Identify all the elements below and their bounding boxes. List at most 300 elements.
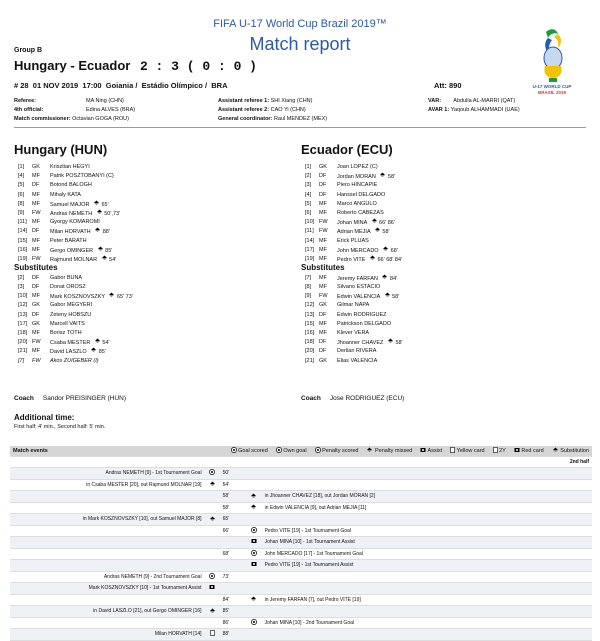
legend-item: Own goal <box>274 448 307 454</box>
player-number: [9] <box>18 210 25 216</box>
player-number: [10] <box>305 219 315 226</box>
player-number: [14] <box>305 237 315 244</box>
player-name: Zeteny HOBSZU <box>50 311 92 318</box>
player-name: Jeremy FARFAN 84' <box>337 275 398 282</box>
player-position: DF <box>319 173 327 180</box>
player-position: MF <box>32 173 40 180</box>
event-home-text: Mark KOSZNOVSZKY [10] - 1st Tournament Assist <box>10 583 205 595</box>
player-position: MF <box>32 237 40 244</box>
additional-time-text: First half: 4' min., Second half: 5' min. <box>14 424 106 430</box>
player-position: MF <box>32 191 40 198</box>
home-coach: Coach Sandor PREISINGER (HUN) <box>14 395 126 402</box>
event-away-text <box>262 629 592 641</box>
player-position: DF <box>32 274 40 281</box>
player-number: [13] <box>18 311 28 318</box>
event-icon <box>90 347 97 356</box>
event-minute: 66' 86' <box>379 220 395 227</box>
player-number: [17] <box>305 246 315 253</box>
player-position: FW <box>32 210 41 216</box>
legend-item: Substitution <box>550 448 589 454</box>
player-position: DF <box>319 311 327 318</box>
event-away-icon <box>246 479 262 491</box>
player-position: MF <box>319 246 327 253</box>
svg-text:BRASIL 2019: BRASIL 2019 <box>538 90 566 95</box>
event-icon <box>369 255 376 264</box>
player-position: MF <box>32 219 40 226</box>
event-away-text: Pedro VITE [19] - 1st Tournament Goal <box>262 525 592 537</box>
event-home-icon <box>205 491 220 503</box>
player-position: GK <box>32 302 40 309</box>
event-minute: 84' <box>390 275 398 282</box>
event-home-icon <box>205 583 220 595</box>
event-away-text: Johan MINA [10] - 1st Tournament Assist <box>262 537 592 549</box>
event-row <box>10 514 592 526</box>
event-minute: 68' <box>390 247 398 254</box>
event-minute: 58' <box>392 294 400 301</box>
additional-time-title: Additional time: <box>14 413 75 422</box>
event-away-icon <box>246 617 262 629</box>
event-minute: 54' <box>220 479 246 491</box>
event-icon <box>97 246 104 255</box>
player-number: [14] <box>18 228 28 235</box>
legend-icon <box>276 447 282 455</box>
player-name: Joan LOPEZ (C) <box>337 164 378 170</box>
player-name: Piero HINCAPIE <box>337 182 378 189</box>
event-home-text <box>10 617 205 629</box>
document-title: Match report <box>249 34 351 54</box>
player-position: DF <box>319 339 327 346</box>
player-name: Krisztian HEGYI <box>50 164 90 170</box>
event-minute: 58' <box>387 174 396 181</box>
player-name: Peter BARATH <box>50 237 87 244</box>
event-away-text: Johan MINA [10] - 2nd Tournament Goal <box>262 617 592 629</box>
legend-item: Penalty missed <box>364 448 412 454</box>
player-number: [8] <box>18 200 25 207</box>
player-position: MF <box>32 246 40 253</box>
event-away-icon <box>246 502 262 514</box>
event-home-text <box>10 491 205 503</box>
event-row <box>10 491 592 503</box>
player-position: DF <box>32 228 40 235</box>
event-home-text <box>10 560 205 572</box>
player-number: [20] <box>305 348 315 355</box>
event-away-icon <box>246 560 262 572</box>
event-away-text: in Jeremy FARFAN [7], out Pedro VITE [19] <box>262 594 592 606</box>
event-minute: 65' <box>101 201 109 208</box>
event-minute: 88' <box>102 229 110 236</box>
event-minute <box>220 560 246 572</box>
player-name: John MERCADO 68' <box>337 247 398 254</box>
player-position: MF <box>32 200 40 207</box>
player-number: [21] <box>18 348 28 355</box>
away-coach: Coach Jose RODRIGUEZ (ECU) <box>301 395 405 402</box>
event-icon <box>108 292 115 301</box>
player-number: [15] <box>305 320 315 327</box>
match-city: Goiania <box>105 81 134 90</box>
player-number: [19] <box>18 256 28 262</box>
player-name: Jordan MORAN 58' <box>337 174 396 181</box>
player-position: MF <box>32 293 40 300</box>
home-team-name: Hungary <box>14 58 67 73</box>
player-name: Elias VALENCIA <box>337 357 378 364</box>
event-minute: 88' <box>220 629 246 641</box>
player-position: GK <box>319 357 327 364</box>
player-name: Edwin RODRIGUEZ <box>337 311 387 318</box>
legend-icon <box>552 447 559 454</box>
player-position: GK <box>319 164 327 170</box>
event-row <box>10 583 592 595</box>
player-name: Milan HORVATH 88' <box>50 229 110 236</box>
player-number: [15] <box>18 237 28 244</box>
player-name: Gergo OMINGER 85' <box>50 247 113 254</box>
player-number: [19] <box>305 256 315 262</box>
event-icon <box>379 172 386 181</box>
group-label: Group B <box>14 47 42 54</box>
player-name: Mihaly KATA <box>50 191 81 198</box>
event-away-text <box>262 606 592 618</box>
event-home-text <box>10 537 205 549</box>
event-minute: 65' <box>220 514 246 526</box>
player-name: Roberto CABEZAS <box>337 210 384 216</box>
player-number: [8] <box>305 283 312 290</box>
match-line: Hungary - Ecuador 2 : 3 ( 0 : 0 ) <box>14 58 257 74</box>
event-home-icon <box>205 502 220 514</box>
player-name: Erick PLUAS <box>337 237 369 244</box>
event-icon <box>381 274 388 283</box>
event-row <box>10 571 592 583</box>
legend-item: Red card <box>512 448 544 454</box>
player-name: Adrian MEJIA 58' <box>337 229 390 236</box>
event-away-text <box>262 583 592 595</box>
player-number: [17] <box>18 320 28 327</box>
player-name: Andras NEMETH 50',73' <box>50 210 121 217</box>
player-name: David LASZLO 85' <box>50 349 106 356</box>
player-name: Derlian RIVERA <box>337 348 377 355</box>
event-title: FIFA U-17 World Cup Brazil 2019™ <box>213 18 387 30</box>
player-number: [5] <box>305 200 312 207</box>
event-row <box>10 468 592 480</box>
player-name: Borisz TOTH <box>50 329 82 336</box>
player-number: [18] <box>305 339 315 346</box>
player-name: Samuel MAJOR 65' <box>50 201 109 208</box>
match-events-table <box>10 446 592 641</box>
player-position: MF <box>32 329 40 336</box>
event-away-icon <box>246 537 262 549</box>
event-row <box>10 606 592 618</box>
player-position: MF <box>319 320 327 327</box>
event-icon <box>93 200 100 209</box>
player-number: [12] <box>305 302 315 309</box>
event-icon <box>384 292 391 301</box>
officials-mid: Assistant referee 1: SHI Xiang (CHN) Assistant referee 2: CAO Yi (CHN) General coordinator: Raul MENDEZ (MEX) <box>218 98 328 122</box>
legend-icon <box>315 447 321 455</box>
event-home-icon <box>205 479 220 491</box>
player-number: [12] <box>18 302 28 309</box>
event-row <box>10 502 592 514</box>
player-number: [5] <box>18 182 25 189</box>
match-number: # 28 <box>14 81 29 90</box>
player-number: [18] <box>18 329 28 336</box>
legend-item: Goal scored <box>229 448 268 454</box>
player-number: [6] <box>305 210 312 216</box>
player-name: Akos ZUIGEBER (I) <box>50 357 99 364</box>
player-number: [1] <box>18 164 25 170</box>
second-half-label: 2nd half <box>262 456 592 468</box>
officials-left: Referee: 4th official: Match commissioner: Octavian GOGA (ROU) <box>14 98 129 122</box>
event-away-icon <box>246 571 262 583</box>
event-away-icon <box>246 583 262 595</box>
player-position: DF <box>319 348 327 355</box>
event-away-text: Pedro VITE [19] - 1st Tournament Assist <box>262 560 592 572</box>
event-minute: 54' <box>102 340 110 347</box>
player-position: DF <box>319 182 327 189</box>
events-legend <box>220 446 592 456</box>
player-position: GK <box>32 164 40 170</box>
referee: MA Ning (CHN) <box>86 98 124 104</box>
event-icon <box>94 338 101 347</box>
event-away-icon <box>246 629 262 641</box>
away-lineup <box>301 163 575 403</box>
event-home-icon <box>205 629 220 641</box>
event-row <box>10 525 592 537</box>
player-name: Johan MINA 66' 86' <box>337 220 395 227</box>
player-name: Marco ANGULO <box>337 200 377 207</box>
player-name: Gyorgy KOMAROMI <box>50 219 100 226</box>
event-home-icon <box>205 606 220 618</box>
player-position: GK <box>319 302 327 309</box>
player-position: MF <box>319 237 327 244</box>
player-position: DF <box>32 283 40 290</box>
event-home-icon <box>205 548 220 560</box>
player-name: Hanssel DELGADO <box>337 191 386 198</box>
player-number: [7] <box>18 357 25 364</box>
event-home-icon <box>205 514 220 526</box>
player-position: MF <box>319 329 327 336</box>
officials-right: VAR: Abdulla AL-MARRI (QAT) AVAR 1: Yaqoub ALHAMMADI (UAE) <box>428 98 520 113</box>
home-substitutes-heading: Substitutes <box>14 263 58 273</box>
event-home-icon <box>205 617 220 629</box>
event-away-text: in Edwin VALENCIA [9], out Adrian MEJIA [11] <box>262 502 592 514</box>
legend-icon <box>493 447 498 455</box>
event-away-icon <box>246 468 262 480</box>
player-number: [6] <box>18 191 25 198</box>
event-minute: 73' <box>220 571 246 583</box>
event-home-text: Andras NEMETH [9] - 1st Tournament Goal <box>10 468 205 480</box>
match-events-title: Match events <box>10 446 220 456</box>
player-number: [4] <box>18 173 25 180</box>
player-position: FW <box>319 228 328 235</box>
event-minute: 50',73' <box>104 210 121 217</box>
player-position: DF <box>32 182 40 189</box>
player-position: FW <box>32 339 41 346</box>
player-number: [9] <box>305 293 312 300</box>
event-home-text: in Csaba MESTER [20], out Rajmund MOLNAR [19] <box>10 479 205 491</box>
match-info: # 28 01 NOV 2019 17:00 Goiania / Estádio Olímpico / BRA <box>14 81 228 90</box>
event-icon <box>371 218 378 227</box>
home-lineup <box>14 163 288 403</box>
event-row <box>10 479 592 491</box>
away-team-title: Ecuador (ECU) <box>301 142 393 157</box>
event-minute <box>220 583 246 595</box>
player-number: [11] <box>18 219 27 226</box>
event-minute: 66' <box>220 525 246 537</box>
player-number: [16] <box>305 329 315 336</box>
event-icon <box>374 227 381 236</box>
player-name: Gabor BUNA <box>50 274 83 281</box>
player-number: [4] <box>305 191 312 198</box>
event-home-icon <box>205 537 220 549</box>
score: 2 : 3 ( 0 : 0 ) <box>139 59 257 74</box>
event-away-icon <box>246 548 262 560</box>
player-name: Marcell VAITS <box>50 320 85 327</box>
player-number: [3] <box>305 182 312 189</box>
event-row <box>10 537 592 549</box>
player-number: [20] <box>18 339 28 346</box>
player-name: Gilmar NAPA <box>337 302 370 309</box>
player-number: [10] <box>18 293 28 300</box>
player-number: [1] <box>305 164 312 170</box>
player-name: Donat OROSZ <box>50 283 86 290</box>
event-away-text <box>262 479 592 491</box>
player-number: [3] <box>18 283 25 290</box>
event-away-icon <box>246 525 262 537</box>
event-home-icon <box>205 560 220 572</box>
player-name: Silvano ESTACIO <box>337 283 381 290</box>
event-row <box>10 629 592 641</box>
event-home-text <box>10 548 205 560</box>
match-date: 01 NOV 2019 <box>32 81 79 90</box>
event-row <box>10 548 592 560</box>
player-position: DF <box>319 191 327 198</box>
player-name: Mark KOSZNOVSZKY 65' 73' <box>50 294 133 301</box>
player-position: FW <box>319 219 328 226</box>
player-position: MF <box>319 283 327 290</box>
event-home-text <box>10 525 205 537</box>
match-stadium: Estádio Olímpico <box>141 81 203 90</box>
fourth-official: Edina ALVES (BRA) <box>86 107 136 113</box>
player-position: DF <box>32 311 40 318</box>
event-away-text: in Jhoanner CHAVEZ [18], out Jordan MORAN [2] <box>262 491 592 503</box>
player-position: MF <box>32 348 40 355</box>
player-name: Rajmund MOLNAR 54' <box>50 256 117 263</box>
player-number: [13] <box>305 311 315 318</box>
event-icon <box>382 246 389 255</box>
player-number: [2] <box>305 173 312 180</box>
player-position: GK <box>32 320 40 327</box>
match-country: BRA <box>211 81 228 90</box>
event-minute <box>220 537 246 549</box>
player-name: Pedro VITE 66' 68' 84' <box>337 256 403 263</box>
player-position: MF <box>319 274 327 281</box>
event-minute: 85' <box>105 247 113 254</box>
event-minute: 58' <box>220 502 246 514</box>
event-row <box>10 560 592 572</box>
event-away-icon <box>246 491 262 503</box>
player-name: Klever VERA <box>337 329 370 336</box>
event-home-icon <box>205 571 220 583</box>
player-number: [7] <box>305 274 312 281</box>
event-minute: 54' <box>109 256 117 263</box>
event-icon <box>94 227 101 236</box>
event-home-text: Andras NEMETH [9] - 2nd Tournament Goal <box>10 571 205 583</box>
player-number: [11] <box>305 228 314 235</box>
away-substitutes-heading: Substitutes <box>301 263 345 273</box>
event-home-icon <box>205 594 220 606</box>
event-away-text <box>262 571 592 583</box>
player-name: Jhoanner CHAVEZ 58' <box>337 340 403 347</box>
legend-icon <box>366 447 373 454</box>
event-minute: 86' <box>220 617 246 629</box>
event-minute: 50' <box>220 468 246 480</box>
event-away-icon <box>246 594 262 606</box>
away-team-name: Ecuador <box>78 58 131 73</box>
player-name: Botond BALOGH <box>50 182 92 189</box>
home-team-title: Hungary (HUN) <box>14 142 108 157</box>
event-minute: 65' 73' <box>116 294 133 301</box>
event-minute: 84' <box>220 594 246 606</box>
player-position: FW <box>32 357 41 364</box>
player-position: FW <box>319 293 328 300</box>
legend-icon <box>420 447 426 455</box>
event-minute: 58' <box>220 491 246 503</box>
player-position: FW <box>32 256 41 262</box>
event-home-text <box>10 502 205 514</box>
player-name: Edwin VALENCIA 58' <box>337 294 400 301</box>
event-away-text <box>262 468 592 480</box>
legend-item: Yellow card <box>448 448 484 454</box>
player-name: Patrik POSZTOBANYI (C) <box>50 173 114 180</box>
tournament-logo <box>528 28 576 96</box>
player-name: Patrickson DELGADO <box>337 320 392 327</box>
svg-text:U-17 WORLD CUP: U-17 WORLD CUP <box>532 84 572 89</box>
event-away-text: John MERCADO [17] - 1st Tournament Goal <box>262 548 592 560</box>
event-row <box>10 617 592 629</box>
event-icon <box>387 338 394 347</box>
player-position: MF <box>319 200 327 207</box>
player-position: MF <box>319 210 327 216</box>
event-home-icon <box>205 525 220 537</box>
event-minute: 85' <box>220 606 246 618</box>
event-icon <box>96 209 103 218</box>
event-away-icon <box>246 514 262 526</box>
event-icon <box>101 255 108 264</box>
player-number: [2] <box>18 274 25 281</box>
player-number: [16] <box>18 246 28 253</box>
player-position: MF <box>319 256 327 262</box>
legend-icon <box>231 447 237 455</box>
event-away-text <box>262 514 592 526</box>
player-number: [21] <box>305 357 315 364</box>
event-home-text: in Mark KOSZNOVSZKY [10], out Samuel MAJOR [8] <box>10 514 205 526</box>
attendance: Att: 890 <box>434 81 462 90</box>
player-name: Csaba MESTER 54' <box>50 340 110 347</box>
event-minute: 58' <box>382 229 390 236</box>
legend-item: Assist <box>418 448 442 454</box>
match-time: 17:00 <box>82 81 102 90</box>
event-minute: 66' 68' 84' <box>377 256 403 263</box>
event-row <box>10 594 592 606</box>
event-minute: 85' <box>98 349 106 356</box>
legend-icon <box>514 447 520 455</box>
legend-item: 2Y <box>491 448 506 454</box>
event-minute: 58' <box>395 340 403 347</box>
event-home-text: Milan HORVATH [14] <box>10 629 205 641</box>
legend-item: Penalty scored <box>313 448 359 454</box>
legend-icon <box>450 447 455 455</box>
event-home-text <box>10 594 205 606</box>
event-minute: 68' <box>220 548 246 560</box>
player-name: Gabor MEGYERI <box>50 302 93 309</box>
